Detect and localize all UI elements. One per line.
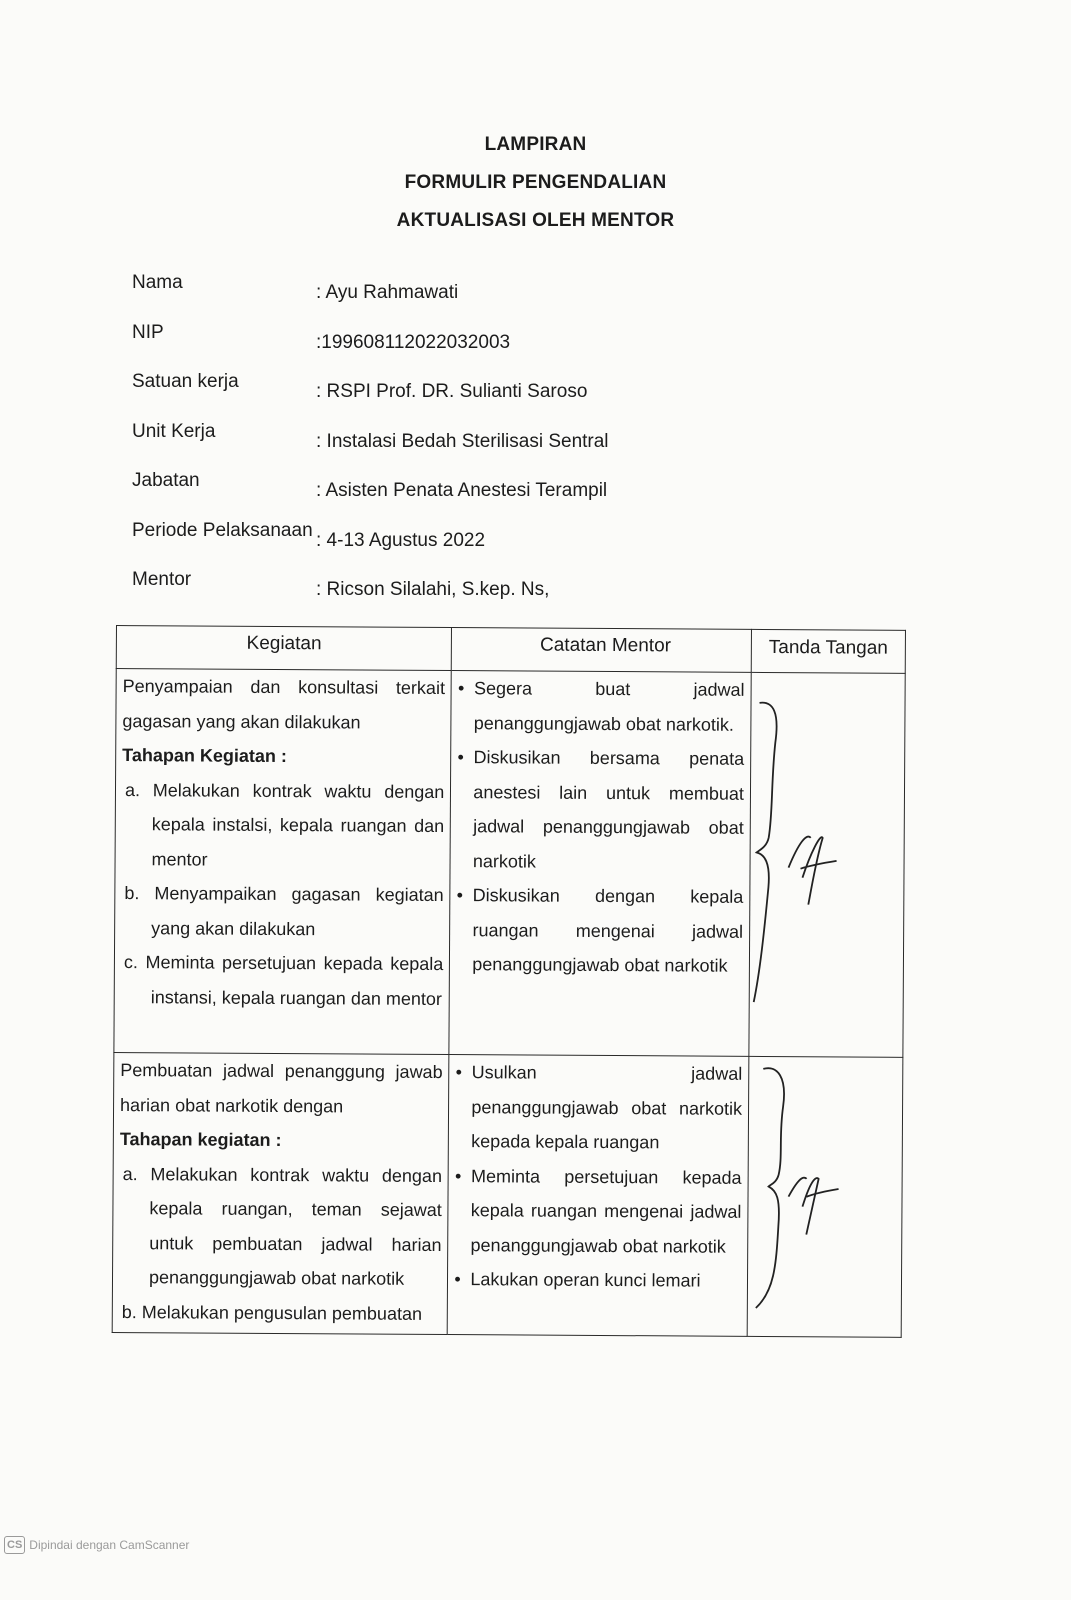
note-item: • Usulkan jadwal penanggungjawab obat narkotik kepada kepala ruangan (463, 1055, 742, 1160)
signature-cell (747, 1056, 903, 1337)
note-item: • Diskusikan bersama penata anestesi lain untuk membuat jadwal penanggungjawab obat narkotik (465, 740, 744, 880)
header-kegiatan: Kegiatan (116, 626, 452, 671)
stage-title: Tahapan kegiatan : (119, 1129, 282, 1151)
signature-cell (749, 672, 905, 1057)
scanner-watermark (4, 1536, 189, 1554)
info-value: :199608112022032003 (316, 331, 511, 353)
mentor-notes-cell (449, 671, 751, 1057)
activity-cell (112, 1052, 449, 1334)
control-table (112, 625, 906, 1338)
activity-text: Penyampaian dan konsultasi terkait gagasan yang akan dilakukan (122, 676, 446, 732)
info-label: Periode Pelaksanaan (132, 519, 313, 541)
title-lampiran: LAMPIRAN (484, 134, 587, 155)
info-label: Jabatan (132, 470, 200, 491)
signature-bracket-icon (748, 1057, 902, 1337)
info-label: Mentor (132, 569, 192, 590)
info-value: : 4-13 Agustus 2022 (316, 529, 486, 551)
table-row (114, 669, 905, 1058)
note-item: • Diskusikan dengan kepala ruangan mengenai jadwal penanggungjawab obat narkotik (464, 878, 743, 983)
note-item: • Segera buat jadwal penanggungjawab obat narkotik. (466, 671, 745, 742)
stage-title: Tahapan Kegiatan : (122, 745, 287, 767)
info-value: : Ricson Silalahi, S.kep. Ns, (316, 579, 550, 600)
info-value: : RSPI Prof. DR. Sulianti Saroso (316, 381, 588, 402)
info-value: : Ayu Rahmawati (316, 282, 459, 303)
activity-cell (114, 669, 452, 1055)
signature-bracket-icon (749, 673, 903, 1057)
table-header-row (116, 626, 905, 674)
stage-step: a. Melakukan kontrak waktu dengan kepala ruangan, teman sejawat untuk pembuatan jadwal harian penanggungjawab obat narkotik (122, 1163, 443, 1289)
stage-step: c. Meminta persetujuan kepada kepala instansi, kepala ruangan dan mentor (123, 952, 444, 1009)
header-catatan-mentor: Catatan Mentor (452, 628, 752, 673)
document-titles (0, 126, 1071, 240)
mentor-notes-cell (448, 1055, 749, 1337)
watermark-text: Dipindai dengan CamScanner (29, 1538, 190, 1552)
header-tanda-tangan: Tanda Tangan (751, 629, 905, 673)
notes-list (464, 671, 745, 983)
info-label: NIP (132, 321, 164, 343)
info-label: Nama (132, 272, 183, 293)
note-item: • Meminta persetujuan kepada kepala ruangan mengenai jadwal penanggungjawab obat narkotik (462, 1159, 741, 1264)
note-item: • Lakukan operan kunci lemari (462, 1262, 741, 1298)
notes-list (462, 1055, 742, 1298)
title-aktualisasi: AKTUALISASI OLEH MENTOR (396, 210, 675, 231)
camscanner-logo-icon: CS (4, 1536, 25, 1554)
title-formulir: FORMULIR PENGENDALIAN (404, 172, 667, 193)
info-label: Unit Kerja (132, 420, 216, 442)
info-value: : Instalasi Bedah Sterilisasi Sentral (316, 430, 609, 452)
table-row (112, 1052, 903, 1337)
info-label: Satuan kerja (132, 371, 239, 392)
stage-step: b. Menyampaikan gagasan kegiatan yang akan dilakukan (124, 883, 444, 939)
stage-step: a. Melakukan kontrak waktu dengan kepala instalsi, kepala ruangan dan mentor (124, 779, 445, 870)
activity-text: Pembuatan jadwal penanggung jawab harian obat narkotik dengan (120, 1060, 443, 1116)
stage-step: b. Melakukan pengusulan pembuatan (121, 1301, 423, 1324)
info-value: : Asisten Penata Anestesi Terampil (316, 480, 608, 501)
